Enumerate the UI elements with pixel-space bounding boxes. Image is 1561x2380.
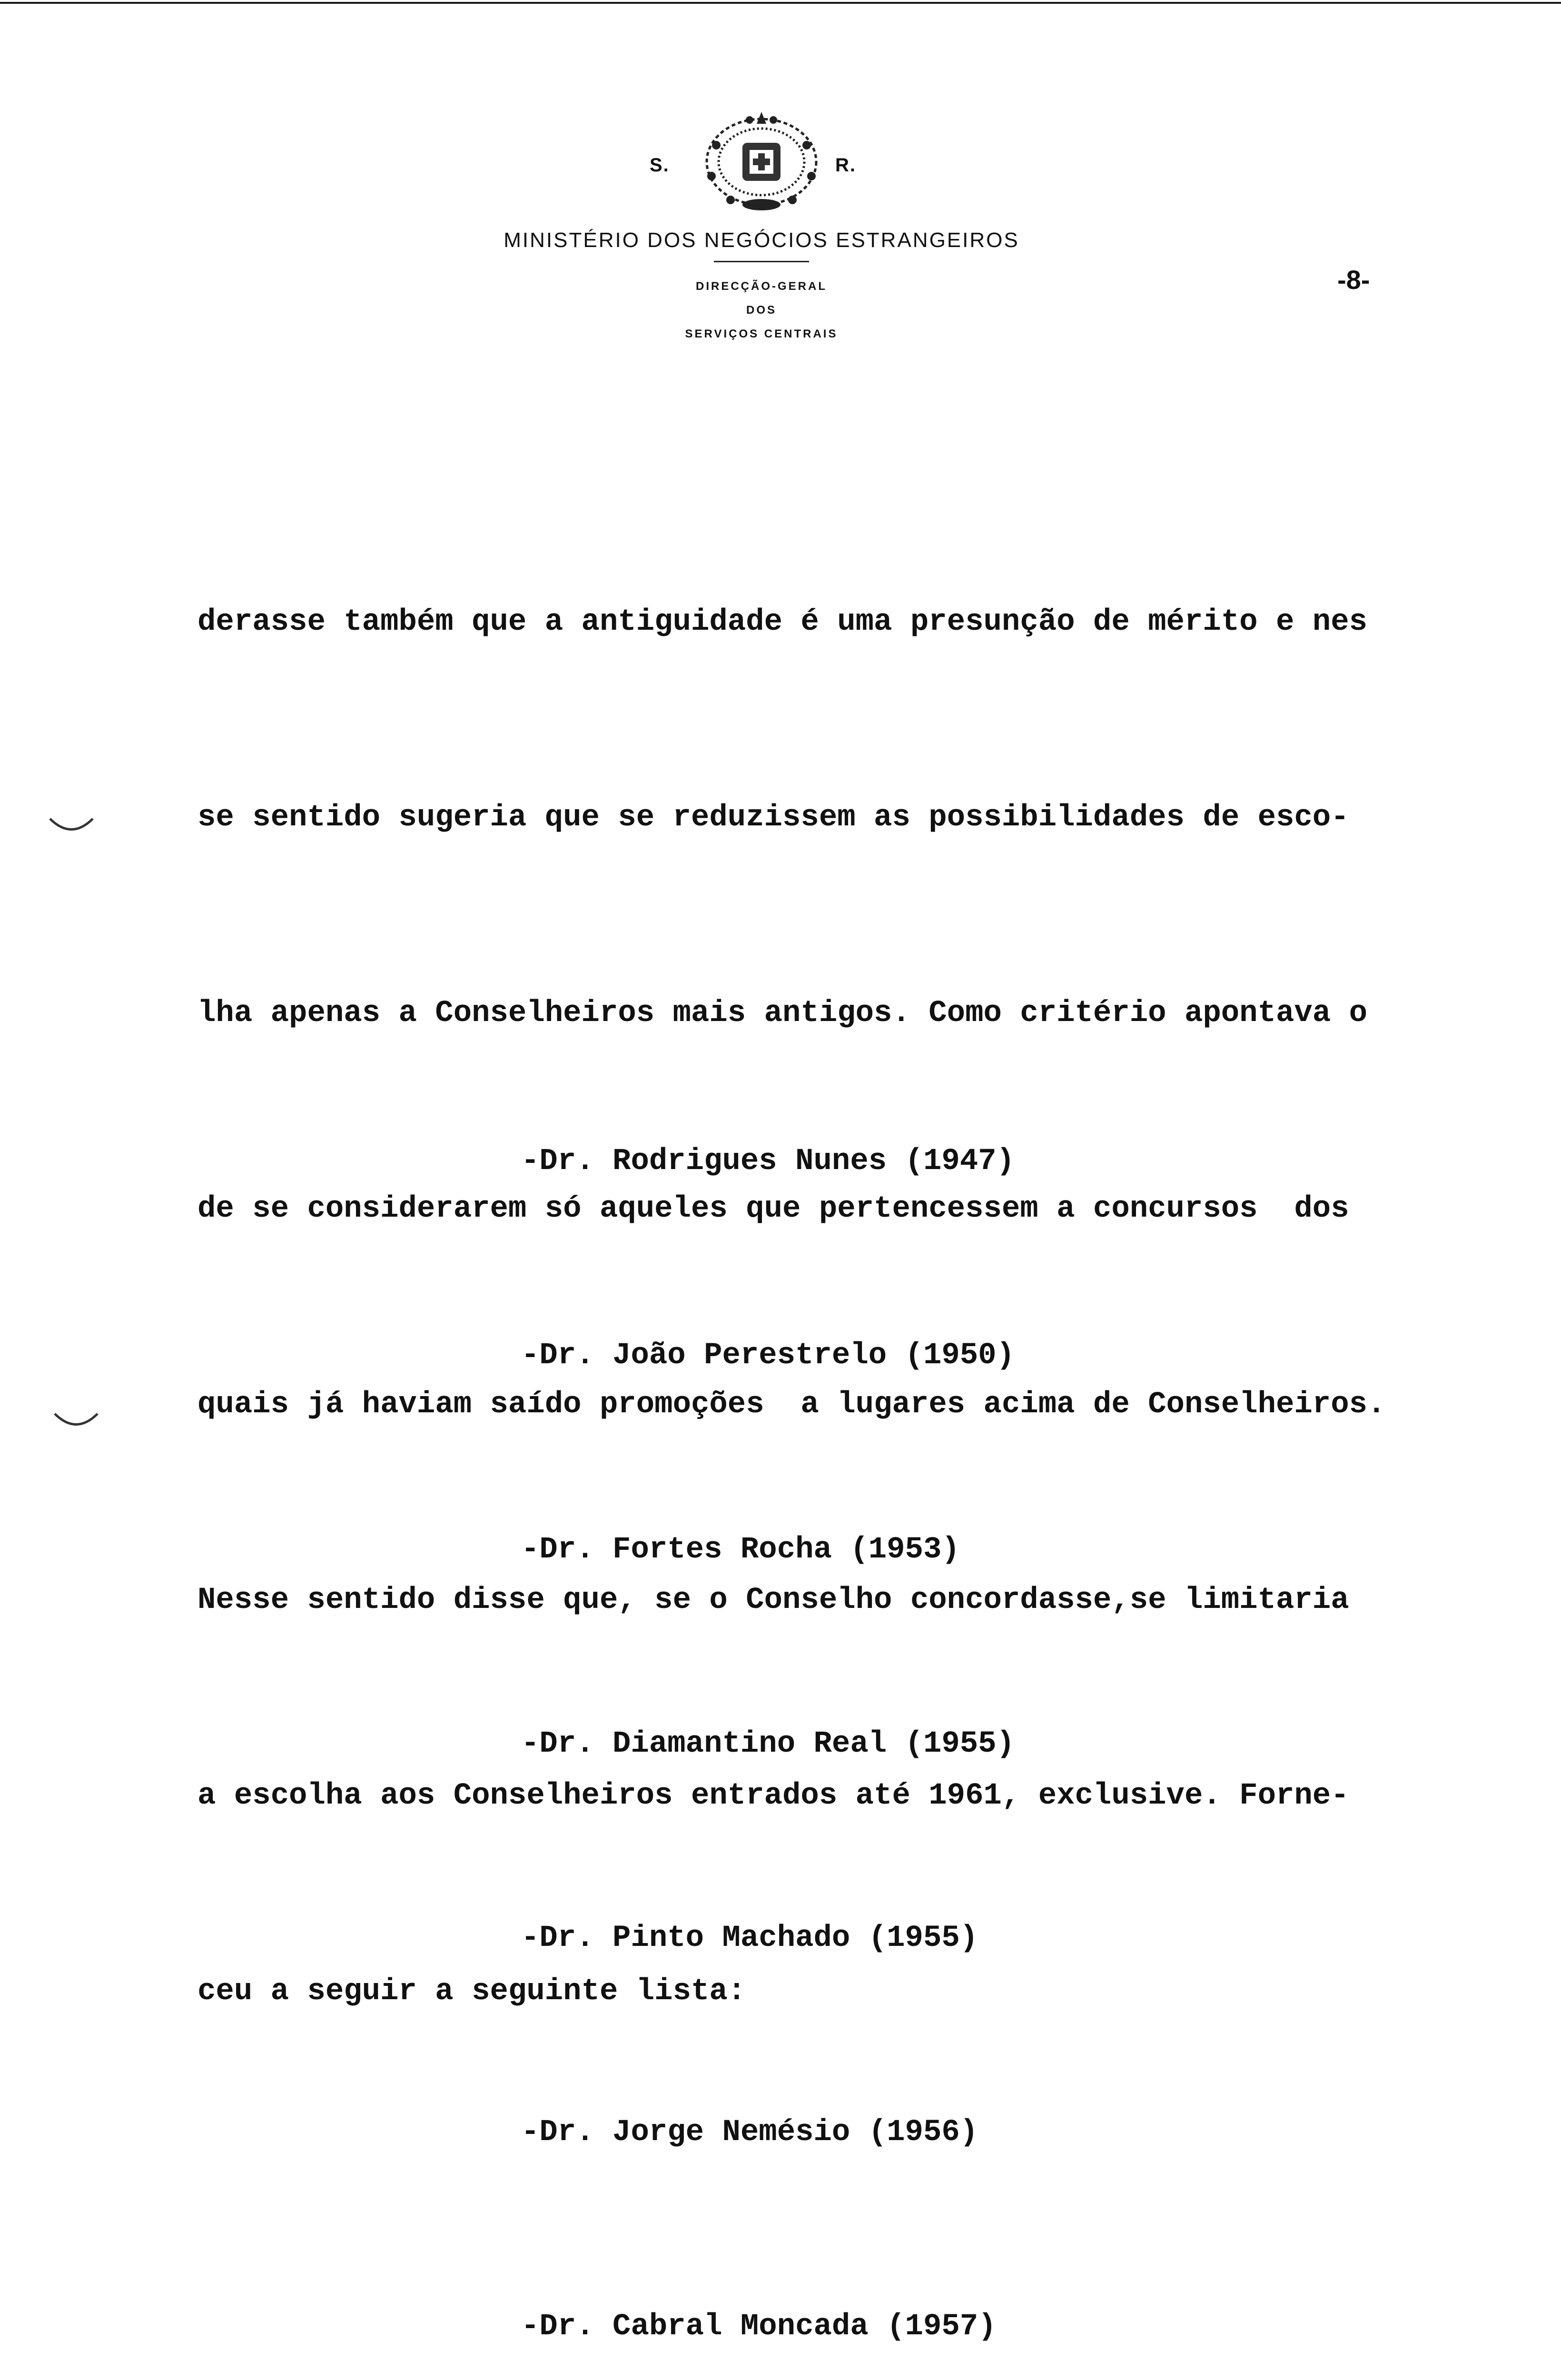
body-line: se sentido sugeria que se reduzissem as possibilidades de esco-	[198, 801, 1349, 835]
top-border-rule	[0, 2, 1561, 4]
coat-of-arms-icon	[697, 109, 826, 214]
body-line: quais já haviam saído promoções a lugares acima de Conselheiros.	[198, 1388, 1386, 1422]
letterhead-divider	[714, 261, 809, 262]
candidate-list	[521, 1000, 1088, 2380]
list-item: -Dr. Jorge Nemésio (1956)	[521, 2115, 978, 2150]
department-line-2: DOS	[746, 304, 777, 317]
crest-row	[428, 109, 1095, 219]
list-item: -Dr. Rodrigues Nunes (1947)	[521, 1144, 1015, 1179]
letterhead	[428, 109, 1095, 346]
body-line: Nesse sentido disse que, se o Conselho concordasse,se limitaria	[198, 1583, 1349, 1617]
list-item: -Dr. Fortes Rocha (1953)	[521, 1533, 960, 1567]
body-line: ceu a seguir a seguinte lista:	[198, 1974, 746, 2009]
body-line: derasse também que a antiguidade é uma presunção de mérito e nes	[198, 605, 1367, 639]
letterhead-left-initial: S.	[650, 155, 670, 176]
list-item: -Dr. Cabral Moncada (1957)	[521, 2310, 997, 2344]
department-line-3: SERVIÇOS CENTRAIS	[685, 327, 838, 340]
punch-hole-mark-lower	[52, 1409, 100, 1438]
letterhead-right-initial: R.	[835, 155, 856, 176]
ministry-name: MINISTÉRIO DOS NEGÓCIOS ESTRANGEIROS	[504, 228, 1019, 252]
body-line: lha apenas a Conselheiros mais antigos. Como critério apontava o	[198, 996, 1367, 1031]
page-number: -8-	[1337, 265, 1370, 295]
list-item: -Dr. Pinto Machado (1955)	[521, 1921, 978, 1955]
list-item: -Dr. Diamantino Real (1955)	[521, 1727, 1015, 1761]
body-line: a escolha aos Conselheiros entrados até 1961, exclusive. Forne-	[198, 1779, 1349, 1813]
body-line: de se considerarem só aqueles que pertencessem a concursos dos	[198, 1192, 1349, 1226]
department-line-1: DIRECÇÃO-GERAL	[696, 280, 827, 293]
punch-hole-mark-upper	[48, 814, 95, 843]
list-item: -Dr. João Perestrelo (1950)	[521, 1339, 1015, 1373]
